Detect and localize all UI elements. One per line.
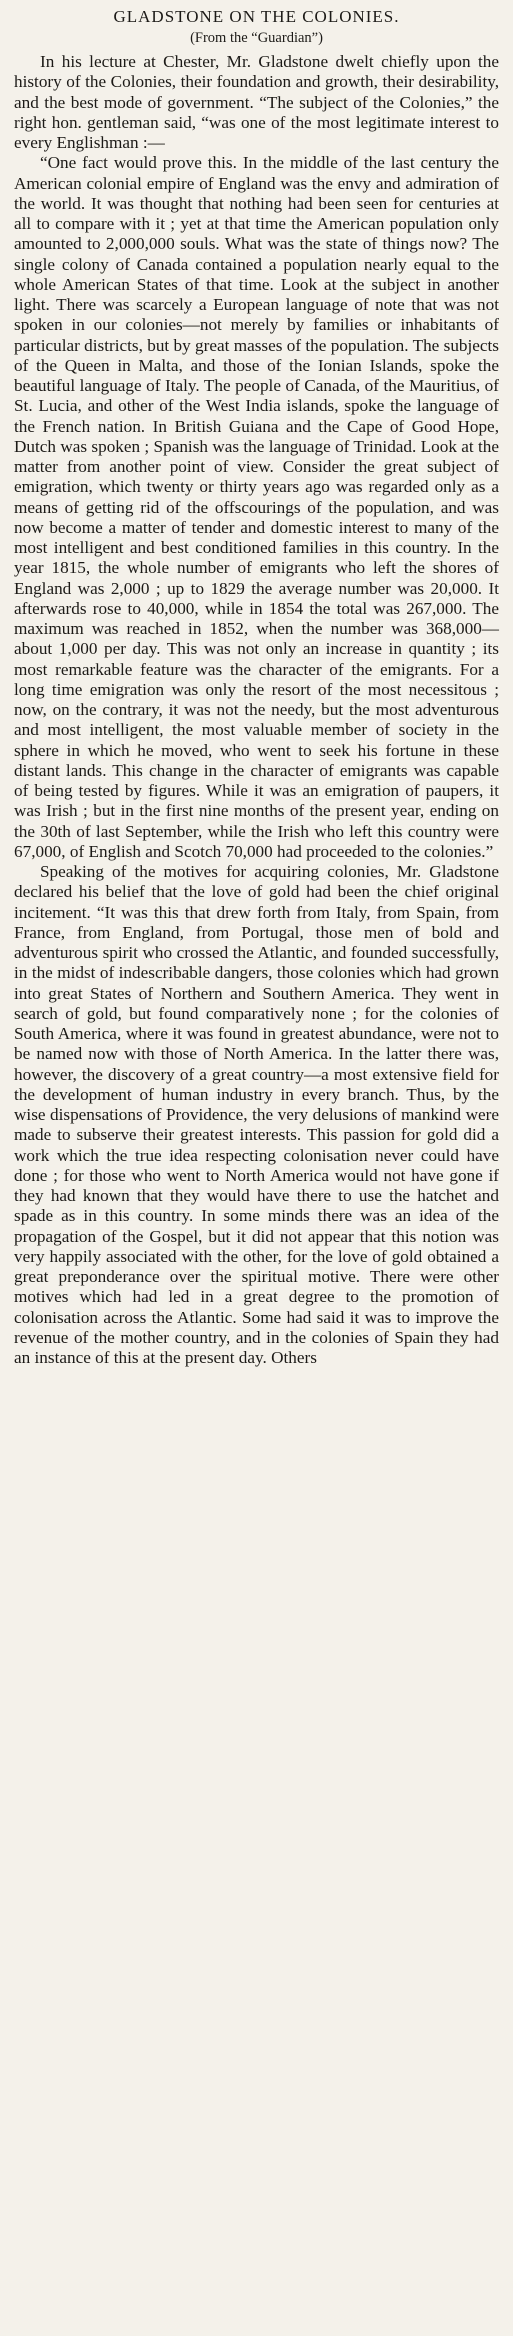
article-paragraph-2: “One fact would prove this. In the middle of the last century the American colonial empire of England was the envy and admiration of the world. It was thought that nothing had been seen for centuries at all to compare with it ; yet at that time the American population only amounted to 2,000,000 souls. What was the state of things now? The single colony of Canada contained a population nearly equal to the whole American States of that time. Look at the subject in another light. There was scarcely a European language of note that was not spoken in our colonies—not merely by families or inhabitants of particular districts, but by great masses of the population. The subjects of the Queen in Malta, and those of the Ionian Islands, spoke the beautiful language of Italy. The people of Canada, of the Mauritius, of St. Lucia, and other of the West India islands, spoke the language of the French nation. In British Guiana and the Cape of Good Hope, Dutch was spoken ; Spanish was the language of Trinidad. Look at the matter from another point of view. Consider the great subject of emigration, which twenty or thirty years ago was regarded only as a means of getting rid of the offscourings of the population, and was now become a matter of tender and domestic interest to many of the most intelligent and best conditioned families in this country. In the year 1815, the whole number of emigrants who left the shores of England was 2,000 ; up to 1829 the average number was 20,000. It afterwards rose to 40,000, while in 1854 the total was 267,000. The maximum was reached in 1852, when the number was 368,000—about 1,000 per day. This was not only an increase in quantity ; its most remarkable feature was the character of the emigrants. For a long time emigration was only the resort of the most necessitous ; now, on the contrary, it was not the needy, but the most adventurous and most intelligent, the most valuable member of society in the sphere in which he moved, who went to seek his fortune in these distant lands. This change in the character of emigrants was capable of being tested by figures. While it was an emigration of paupers, it was Irish ; but in the first nine months of the present year, ending on the 30th of last September, while the Irish who left this country were 67,000, of English and Scotch 70,000 had proceeded to the colonies.” (14, 153, 499, 861)
article-paragraph-1: In his lecture at Chester, Mr. Gladstone dwelt chiefly upon the history of the Colonies, their foundation and growth, their desirability, and the best mode of government. “The subject of the Colonies,” the right hon. gentleman said, “was one of the most legitimate interest to every Englishman :— (14, 52, 499, 152)
article-headline: GLADSTONE ON THE COLONIES. (113, 7, 400, 26)
article-paragraph-3: Speaking of the motives for acquiring colonies, Mr. Gladstone declared his belief that the love of gold had been the chief original incitement. “It was this that drew forth from Italy, from Spain, from France, from England, from Portugal, those men of bold and adventurous spirit who crossed the Atlantic, and founded successfully, in the midst of indescribable dangers, those colonies which had grown into great States of Northern and Southern America. They went in search of gold, but found comparatively none ; for the colonies of South America, where it was found in greatest abundance, were not to be named now with those of North America. In the latter there was, however, the discovery of a great country—a most extensive field for the development of human industry in every branch. Thus, by the wise dispensations of Providence, the very delusions of mankind were made to subserve their greatest interests. This passion for gold did a work which the true idea respecting colonisation never could have done ; for those who went to North America would not have gone if they had known that they would have there to use the hatchet and spade as in this country. In some minds there was an idea of the propagation of the Gospel, but it did not appear that this notion was very happily associated with the other, for the love of gold obtained a great preponderance over the spiritual motive. There were other motives which had led in a great degree to the promotion of colonisation across the Atlantic. Some had said it was to improve the revenue of the mother country, and in the colonies of Spain they had an instance of this at the present day. Others (14, 862, 499, 1367)
article-source: (From the “Guardian”) (190, 30, 323, 46)
article-body (14, 52, 499, 1368)
